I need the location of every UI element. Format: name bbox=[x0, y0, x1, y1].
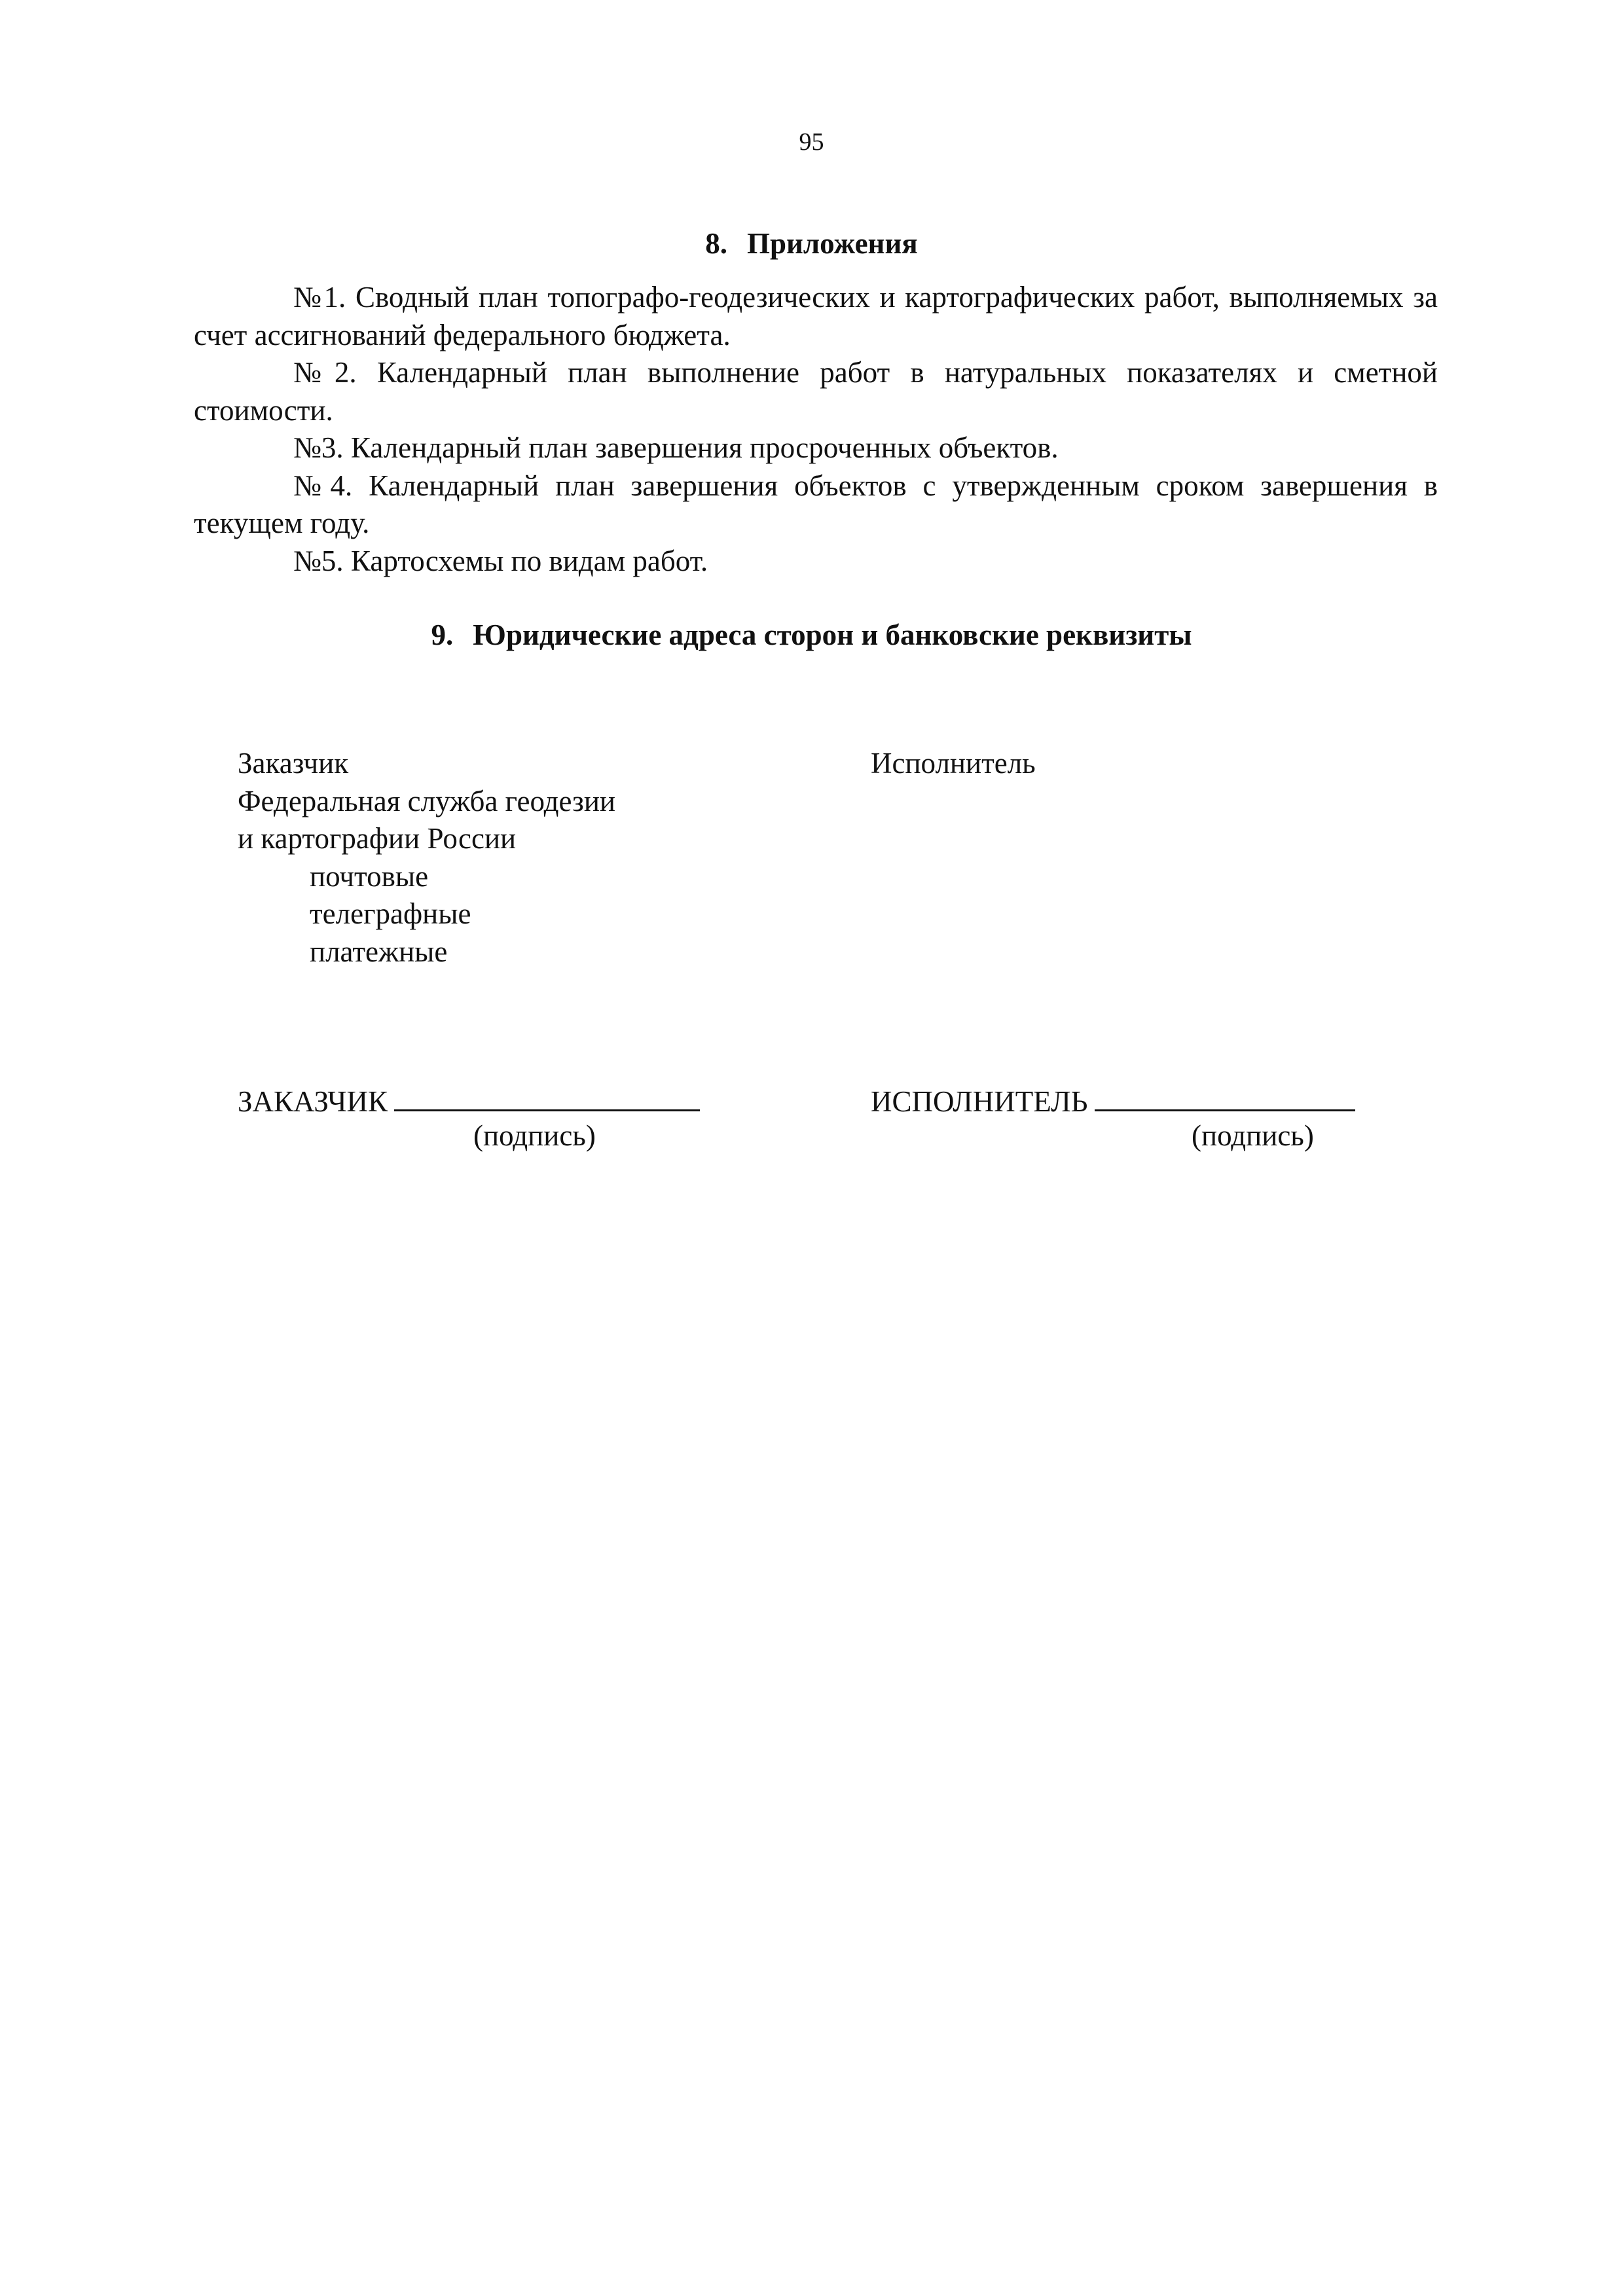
contractor-signature-caption: (подпись) bbox=[1192, 1119, 1314, 1152]
section-9-title: Юридические адреса сторон и банковские реквизиты bbox=[473, 619, 1192, 651]
customer-signature-caption: (подпись) bbox=[473, 1119, 596, 1152]
contractor-block bbox=[871, 745, 1036, 783]
section-8-heading bbox=[0, 229, 1623, 259]
section-9-heading bbox=[0, 620, 1623, 650]
appendix-item: №4. Календарный план завершения объектов с утвержденным сроком завершения в текущем году. bbox=[194, 469, 1438, 539]
section-9-number: 9. bbox=[431, 619, 454, 651]
appendix-item: №5. Картосхемы по видам работ. bbox=[293, 544, 708, 577]
customer-signature-label: ЗАКАЗЧИК bbox=[238, 1085, 388, 1118]
customer-name-line1: Федеральная служба геодезии bbox=[238, 784, 616, 817]
section-8-number: 8. bbox=[705, 227, 727, 260]
customer-block bbox=[238, 745, 615, 971]
customer-requisite-telegraph: телеграфные bbox=[310, 897, 471, 930]
contractor-signature-label: ИСПОЛНИТЕЛЬ bbox=[871, 1085, 1088, 1118]
appendix-item: №2. Календарный план выполнение работ в натуральных показателях и сметной стоимости. bbox=[194, 356, 1438, 427]
contractor-signature-line[interactable] bbox=[1095, 1083, 1355, 1111]
customer-requisite-payment: платежные bbox=[310, 935, 448, 968]
customer-name-line2: и картографии России bbox=[238, 822, 517, 855]
page-number: 95 bbox=[799, 128, 824, 156]
customer-label: Заказчик bbox=[238, 747, 349, 780]
appendix-item: №1. Сводный план топографо-геодезических и картографических работ, выполняемых за счет ассигнований федерального бюджета. bbox=[194, 281, 1438, 351]
appendix-item: №3. Календарный план завершения просроченных объектов. bbox=[293, 431, 1059, 464]
customer-signature bbox=[238, 1083, 700, 1117]
contractor-signature bbox=[871, 1083, 1355, 1117]
section-8-title: Приложения bbox=[746, 227, 918, 260]
contractor-label: Исполнитель bbox=[871, 747, 1036, 780]
appendices-list bbox=[194, 279, 1438, 580]
customer-signature-line[interactable] bbox=[394, 1083, 700, 1111]
customer-requisite-postal: почтовые bbox=[310, 859, 429, 893]
